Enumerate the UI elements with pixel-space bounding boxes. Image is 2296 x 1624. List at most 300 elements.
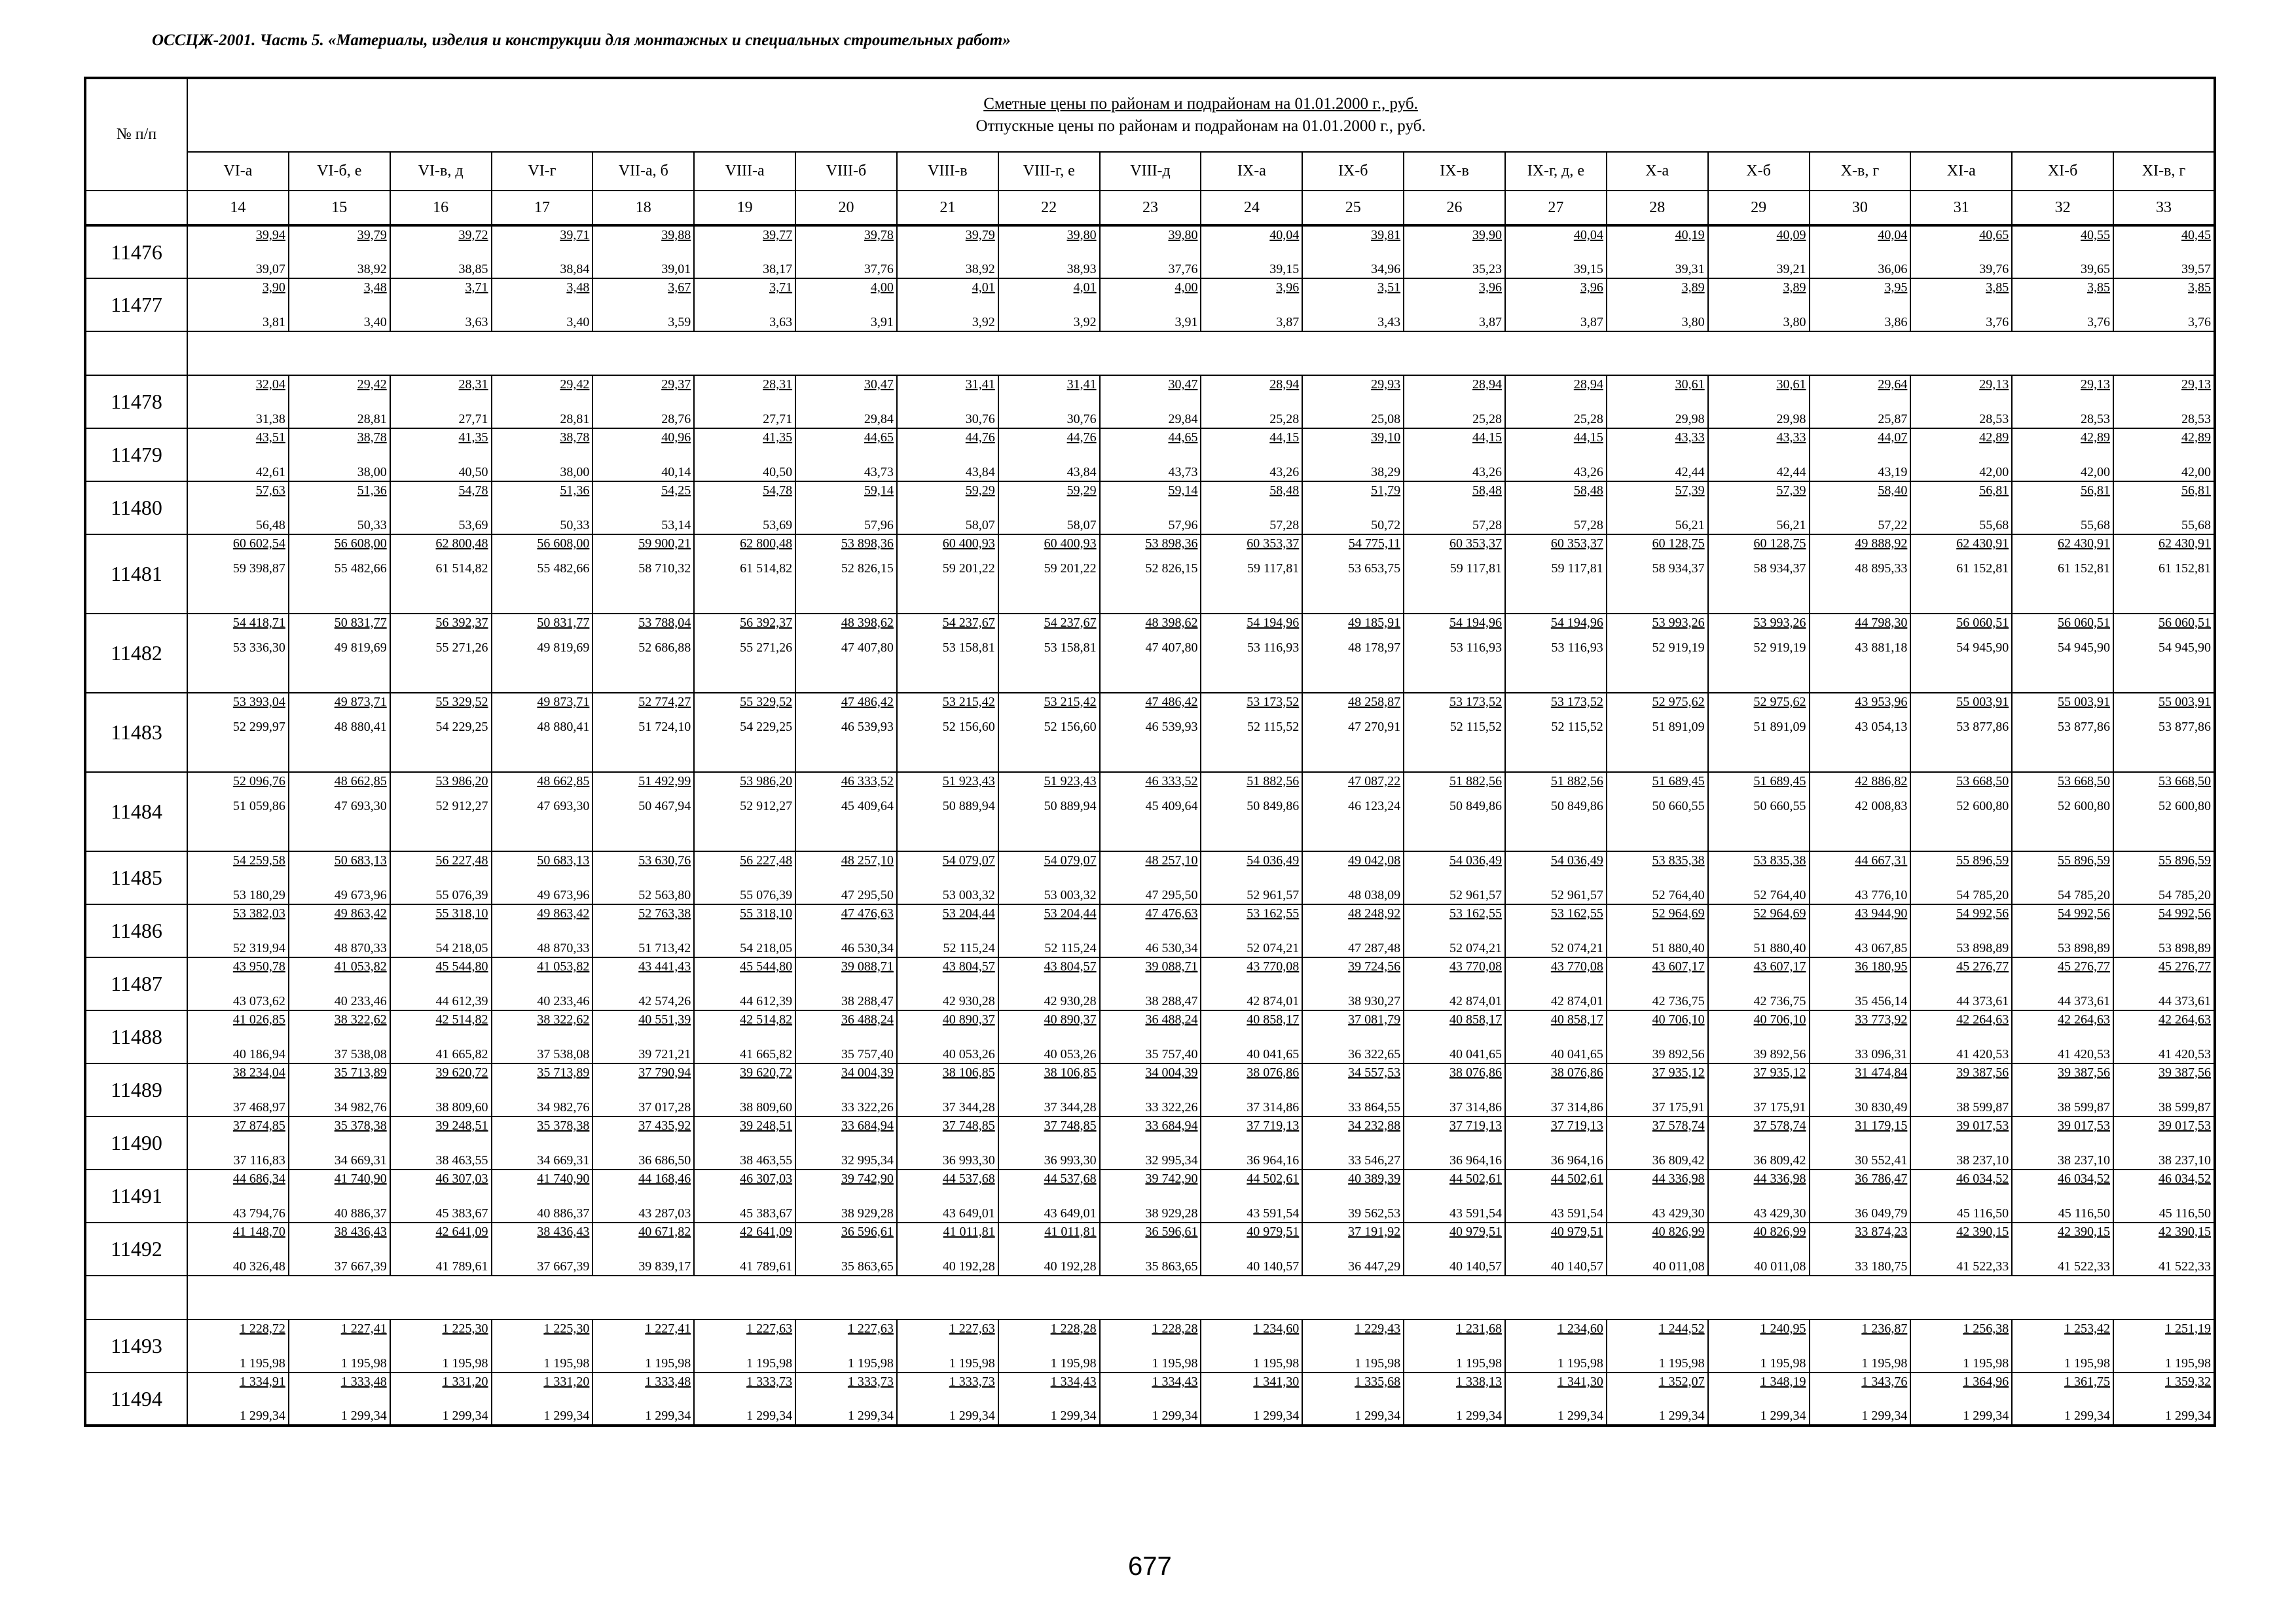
smetnaya-price: 54 194,96 xyxy=(1247,616,1300,630)
smetnaya-price: 44,15 xyxy=(1472,430,1502,445)
column-number: 32 xyxy=(2012,191,2113,225)
smetnaya-price: 40,04 xyxy=(1573,228,1603,242)
smetnaya-price: 43 770,08 xyxy=(1247,959,1300,974)
otpusknaya-price: 41 522,33 xyxy=(2159,1259,2212,1274)
table-row xyxy=(85,772,2215,851)
smetnaya-price: 38 106,85 xyxy=(1044,1065,1097,1080)
smetnaya-price: 57,39 xyxy=(1675,483,1705,498)
price-cell xyxy=(897,225,998,278)
smetnaya-price: 29,13 xyxy=(1979,377,2009,392)
price-cell xyxy=(1910,1320,2012,1373)
price-cell xyxy=(998,693,1100,772)
otpusknaya-price: 53 653,75 xyxy=(1348,561,1401,576)
otpusknaya-price: 52 319,94 xyxy=(232,941,285,955)
smetnaya-price: 54 992,56 xyxy=(2159,906,2212,921)
otpusknaya-price: 57,96 xyxy=(864,518,894,532)
otpusknaya-price: 28,76 xyxy=(661,412,691,426)
smetnaya-price: 3,85 xyxy=(2188,280,2212,295)
table-row xyxy=(85,1063,2215,1116)
smetnaya-price: 55 329,52 xyxy=(740,695,793,709)
smetnaya-price: 4,00 xyxy=(870,280,894,295)
otpusknaya-price: 53 116,93 xyxy=(1449,640,1502,655)
otpusknaya-price: 37 667,39 xyxy=(537,1259,590,1274)
smetnaya-price: 39 742,90 xyxy=(841,1172,894,1186)
smetnaya-price: 51 689,45 xyxy=(1753,774,1806,788)
smetnaya-price: 39,10 xyxy=(1371,430,1401,445)
price-cell xyxy=(289,375,390,428)
otpusknaya-price: 48 870,33 xyxy=(537,941,590,955)
price-cell xyxy=(289,534,390,614)
otpusknaya-price: 28,81 xyxy=(560,412,590,426)
otpusknaya-price: 1 299,34 xyxy=(2064,1409,2111,1423)
smetnaya-price: 1 333,48 xyxy=(340,1375,387,1389)
price-cell xyxy=(187,278,289,331)
otpusknaya-price: 51 713,42 xyxy=(638,941,691,955)
otpusknaya-price: 3,86 xyxy=(1884,315,1908,329)
price-cell xyxy=(1505,481,1607,534)
smetnaya-price: 1 334,43 xyxy=(1050,1375,1097,1389)
otpusknaya-price: 49 673,96 xyxy=(537,888,590,902)
otpusknaya-price: 42 874,01 xyxy=(1550,994,1603,1008)
price-cell xyxy=(1708,278,1810,331)
smetnaya-price: 37 719,13 xyxy=(1449,1118,1502,1133)
smetnaya-price: 39,88 xyxy=(661,228,691,242)
otpusknaya-price: 1 195,98 xyxy=(442,1356,488,1371)
smetnaya-price: 1 227,41 xyxy=(645,1321,691,1336)
smetnaya-price: 53 788,04 xyxy=(638,616,691,630)
price-cell xyxy=(2113,481,2215,534)
price-cell xyxy=(795,614,897,693)
otpusknaya-price: 30 552,41 xyxy=(1855,1153,1908,1168)
price-cell xyxy=(1302,1170,1404,1223)
smetnaya-price: 3,96 xyxy=(1276,280,1300,295)
price-cell xyxy=(1201,772,1302,851)
smetnaya-price: 39 017,53 xyxy=(2058,1118,2111,1133)
otpusknaya-price: 29,84 xyxy=(864,412,894,426)
otpusknaya-price: 34 982,76 xyxy=(537,1100,590,1115)
smetnaya-price: 28,94 xyxy=(1472,377,1502,392)
smetnaya-price: 45 544,80 xyxy=(740,959,793,974)
region-header: IX-б xyxy=(1302,152,1404,191)
price-cell xyxy=(998,278,1100,331)
otpusknaya-price: 1 195,98 xyxy=(1861,1356,1908,1371)
smetnaya-price: 39 387,56 xyxy=(2058,1065,2111,1080)
price-cell xyxy=(1201,225,1302,278)
price-cell xyxy=(390,1116,492,1170)
smetnaya-price: 55 329,52 xyxy=(435,695,488,709)
smetnaya-price: 51,36 xyxy=(560,483,590,498)
smetnaya-price: 44 667,31 xyxy=(1855,853,1908,868)
smetnaya-price: 56,81 xyxy=(2181,483,2212,498)
otpusknaya-price: 39,76 xyxy=(1979,262,2009,276)
smetnaya-price: 43 770,08 xyxy=(1550,959,1603,974)
price-cell xyxy=(1302,1223,1404,1276)
smetnaya-price: 1 334,43 xyxy=(1152,1375,1198,1389)
otpusknaya-price: 45 116,50 xyxy=(2159,1206,2212,1221)
price-cell xyxy=(998,851,1100,904)
otpusknaya-price: 41 420,53 xyxy=(2058,1047,2111,1061)
price-cell xyxy=(1201,1010,1302,1063)
smetnaya-price: 46 333,52 xyxy=(1145,774,1198,788)
otpusknaya-price: 42 736,75 xyxy=(1753,994,1806,1008)
smetnaya-price: 1 361,75 xyxy=(2064,1375,2111,1389)
otpusknaya-price: 40 140,57 xyxy=(1550,1259,1603,1274)
price-cell xyxy=(1302,534,1404,614)
price-cell xyxy=(2012,1116,2113,1170)
price-cell xyxy=(795,1320,897,1373)
price-cell xyxy=(2012,1373,2113,1426)
smetnaya-price: 38 322,62 xyxy=(334,1012,387,1027)
smetnaya-price: 1 227,63 xyxy=(746,1321,793,1336)
price-cell xyxy=(1100,375,1201,428)
price-cell xyxy=(1100,1320,1201,1373)
otpusknaya-price: 34,96 xyxy=(1371,262,1401,276)
otpusknaya-price: 52 961,57 xyxy=(1550,888,1603,902)
region-header: VI-б, е xyxy=(289,152,390,191)
smetnaya-price: 56 608,00 xyxy=(537,536,590,551)
otpusknaya-price: 37 175,91 xyxy=(1652,1100,1705,1115)
price-cell xyxy=(1302,693,1404,772)
column-number: 28 xyxy=(1607,191,1708,225)
smetnaya-price: 35 713,89 xyxy=(334,1065,387,1080)
price-cell xyxy=(1708,428,1810,481)
otpusknaya-price: 43 794,76 xyxy=(232,1206,285,1221)
otpusknaya-price: 52 074,21 xyxy=(1247,941,1300,955)
otpusknaya-price: 36 964,16 xyxy=(1449,1153,1502,1168)
otpusknaya-price: 52 299,97 xyxy=(232,720,285,734)
otpusknaya-price: 58,07 xyxy=(1066,518,1097,532)
otpusknaya-price: 50,33 xyxy=(357,518,387,532)
price-cell xyxy=(390,481,492,534)
price-cell xyxy=(2012,957,2113,1010)
otpusknaya-price: 3,80 xyxy=(1783,315,1806,329)
smetnaya-price: 4,00 xyxy=(1175,280,1198,295)
otpusknaya-price: 1 195,98 xyxy=(1455,1356,1502,1371)
otpusknaya-price: 44 373,61 xyxy=(2058,994,2111,1008)
otpusknaya-price: 3,76 xyxy=(2087,315,2111,329)
otpusknaya-price: 30,76 xyxy=(965,412,995,426)
otpusknaya-price: 37 017,28 xyxy=(638,1100,691,1115)
price-cell xyxy=(1100,1010,1201,1063)
otpusknaya-price: 38 809,60 xyxy=(435,1100,488,1115)
smetnaya-price: 37 935,12 xyxy=(1652,1065,1705,1080)
otpusknaya-price: 56,21 xyxy=(1675,518,1705,532)
otpusknaya-price: 40 041,65 xyxy=(1247,1047,1300,1061)
price-cell xyxy=(1505,772,1607,851)
otpusknaya-price: 1 195,98 xyxy=(1658,1356,1705,1371)
smetnaya-price: 40 979,51 xyxy=(1449,1225,1502,1239)
price-cell xyxy=(1910,481,2012,534)
price-cell xyxy=(1302,1116,1404,1170)
region-header: X-а xyxy=(1607,152,1708,191)
smetnaya-price: 43 441,43 xyxy=(638,959,691,974)
smetnaya-price: 44,65 xyxy=(1168,430,1198,445)
smetnaya-price: 40 551,39 xyxy=(638,1012,691,1027)
smetnaya-price: 54,78 xyxy=(458,483,488,498)
price-cell xyxy=(187,1010,289,1063)
table-caption xyxy=(187,78,2215,152)
price-cell xyxy=(390,614,492,693)
otpusknaya-price: 1 195,98 xyxy=(645,1356,691,1371)
otpusknaya-price: 39 562,53 xyxy=(1348,1206,1401,1221)
smetnaya-price: 48 257,10 xyxy=(841,853,894,868)
otpusknaya-price: 57,28 xyxy=(1472,518,1502,532)
smetnaya-price: 56 608,00 xyxy=(334,536,387,551)
price-cell xyxy=(1708,375,1810,428)
price-cell xyxy=(998,1373,1100,1426)
otpusknaya-price: 40 186,94 xyxy=(232,1047,285,1061)
blank-section-cell xyxy=(187,1276,2215,1320)
otpusknaya-price: 33 546,27 xyxy=(1348,1153,1401,1168)
smetnaya-price: 53 668,50 xyxy=(2058,774,2111,788)
otpusknaya-price: 37 314,86 xyxy=(1449,1100,1502,1115)
smetnaya-price: 51 923,43 xyxy=(942,774,995,788)
otpusknaya-price: 43 649,01 xyxy=(1044,1206,1097,1221)
price-cell xyxy=(1910,1170,2012,1223)
otpusknaya-price: 53 116,93 xyxy=(1551,640,1603,655)
column-number: 21 xyxy=(897,191,998,225)
price-cell xyxy=(2012,904,2113,957)
smetnaya-price: 39 017,53 xyxy=(2159,1118,2212,1133)
otpusknaya-price: 51 059,86 xyxy=(232,799,285,813)
price-cell xyxy=(1201,1116,1302,1170)
smetnaya-price: 52 763,38 xyxy=(638,906,691,921)
smetnaya-price: 29,13 xyxy=(2181,377,2212,392)
region-header: VIII-д xyxy=(1100,152,1201,191)
smetnaya-price: 28,31 xyxy=(763,377,793,392)
price-cell xyxy=(1810,1116,1911,1170)
price-cell xyxy=(1810,225,1911,278)
smetnaya-price: 38,78 xyxy=(357,430,387,445)
otpusknaya-price: 46 539,93 xyxy=(841,720,894,734)
otpusknaya-price: 35 863,65 xyxy=(841,1259,894,1274)
region-header: VI-г xyxy=(492,152,593,191)
price-cell xyxy=(592,957,694,1010)
price-cell xyxy=(795,904,897,957)
otpusknaya-price: 48 895,33 xyxy=(1855,561,1908,576)
smetnaya-price: 55 318,10 xyxy=(435,906,488,921)
otpusknaya-price: 3,63 xyxy=(465,315,488,329)
price-cell xyxy=(694,957,795,1010)
price-cell xyxy=(998,428,1100,481)
otpusknaya-price: 40 886,37 xyxy=(334,1206,387,1221)
otpusknaya-price: 35 757,40 xyxy=(1145,1047,1198,1061)
price-cell xyxy=(1100,772,1201,851)
otpusknaya-price: 1 195,98 xyxy=(1152,1356,1198,1371)
otpusknaya-price: 40 053,26 xyxy=(942,1047,995,1061)
otpusknaya-price: 55,68 xyxy=(2081,518,2111,532)
column-number: 31 xyxy=(1910,191,2012,225)
smetnaya-price: 54 775,11 xyxy=(1348,536,1401,551)
otpusknaya-price: 38 237,10 xyxy=(2058,1153,2111,1168)
smetnaya-price: 4,01 xyxy=(972,280,995,295)
otpusknaya-price: 53,14 xyxy=(661,518,691,532)
price-cell xyxy=(592,481,694,534)
price-cell xyxy=(1201,1063,1302,1116)
smetnaya-price: 38 234,04 xyxy=(232,1065,285,1080)
otpusknaya-price: 42,00 xyxy=(1979,465,2009,479)
smetnaya-price: 29,64 xyxy=(1878,377,1908,392)
smetnaya-price: 47 486,42 xyxy=(841,695,894,709)
price-cell xyxy=(492,1320,593,1373)
price-cell xyxy=(1607,1373,1708,1426)
smetnaya-price: 42,89 xyxy=(2181,430,2212,445)
otpusknaya-price: 1 299,34 xyxy=(239,1409,285,1423)
smetnaya-price: 3,71 xyxy=(769,280,793,295)
otpusknaya-price: 43 649,01 xyxy=(942,1206,995,1221)
price-cell xyxy=(1100,1116,1201,1170)
smetnaya-price: 1 227,63 xyxy=(949,1321,995,1336)
otpusknaya-price: 29,98 xyxy=(1776,412,1806,426)
smetnaya-price: 54 194,96 xyxy=(1550,616,1603,630)
price-cell xyxy=(492,772,593,851)
price-cell xyxy=(1810,428,1911,481)
otpusknaya-price: 51 724,10 xyxy=(638,720,691,734)
price-cell xyxy=(1607,278,1708,331)
smetnaya-price: 1 236,87 xyxy=(1861,1321,1908,1336)
smetnaya-price: 38 436,43 xyxy=(537,1225,590,1239)
otpusknaya-price: 54 785,20 xyxy=(1956,888,2009,902)
smetnaya-price: 52 975,62 xyxy=(1652,695,1705,709)
smetnaya-price: 53 393,04 xyxy=(232,695,285,709)
otpusknaya-price: 38,93 xyxy=(1066,262,1097,276)
otpusknaya-price: 43 067,85 xyxy=(1855,941,1908,955)
otpusknaya-price: 59 117,81 xyxy=(1551,561,1603,576)
smetnaya-price: 3,85 xyxy=(2087,280,2111,295)
otpusknaya-price: 57,28 xyxy=(1573,518,1603,532)
price-cell xyxy=(694,693,795,772)
smetnaya-price: 52 975,62 xyxy=(1753,695,1806,709)
smetnaya-price: 39 620,72 xyxy=(435,1065,488,1080)
smetnaya-price: 1 228,28 xyxy=(1050,1321,1097,1336)
price-cell xyxy=(897,1010,998,1063)
price-cell xyxy=(694,481,795,534)
column-number: 20 xyxy=(795,191,897,225)
otpusknaya-price: 1 195,98 xyxy=(543,1356,590,1371)
smetnaya-price: 56 392,37 xyxy=(740,616,793,630)
otpusknaya-price: 42 574,26 xyxy=(638,994,691,1008)
otpusknaya-price: 38,85 xyxy=(458,262,488,276)
smetnaya-price: 43,33 xyxy=(1776,430,1806,445)
price-cell xyxy=(492,1170,593,1223)
item-number xyxy=(85,331,187,375)
otpusknaya-price: 43 429,30 xyxy=(1753,1206,1806,1221)
otpusknaya-price: 3,87 xyxy=(1276,315,1300,329)
smetnaya-price: 43,51 xyxy=(255,430,285,445)
item-number: 11481 xyxy=(85,534,187,614)
price-cell xyxy=(1404,1223,1505,1276)
price-cell xyxy=(187,1063,289,1116)
otpusknaya-price: 55 482,66 xyxy=(537,561,590,576)
smetnaya-price: 40 979,51 xyxy=(1247,1225,1300,1239)
price-cell xyxy=(694,614,795,693)
smetnaya-price: 36 180,95 xyxy=(1855,959,1908,974)
otpusknaya-price: 45 383,67 xyxy=(435,1206,488,1221)
otpusknaya-price: 48 880,41 xyxy=(537,720,590,734)
smetnaya-price: 56 060,51 xyxy=(2159,616,2212,630)
price-cell xyxy=(795,772,897,851)
otpusknaya-price: 25,87 xyxy=(1878,412,1908,426)
price-cell xyxy=(2113,1223,2215,1276)
otpusknaya-price: 38,00 xyxy=(560,465,590,479)
otpusknaya-price: 52 961,57 xyxy=(1247,888,1300,902)
otpusknaya-price: 41 665,82 xyxy=(435,1047,488,1061)
smetnaya-price: 41 053,82 xyxy=(334,959,387,974)
price-cell xyxy=(1607,904,1708,957)
otpusknaya-price: 50 660,55 xyxy=(1652,799,1705,813)
price-cell xyxy=(897,1063,998,1116)
smetnaya-price: 48 258,87 xyxy=(1348,695,1401,709)
price-cell xyxy=(1404,1010,1505,1063)
otpusknaya-price: 52 156,60 xyxy=(942,720,995,734)
price-cell xyxy=(2113,693,2215,772)
otpusknaya-price: 3,92 xyxy=(972,315,995,329)
otpusknaya-price: 1 195,98 xyxy=(239,1356,285,1371)
price-cell xyxy=(1910,851,2012,904)
price-cell xyxy=(1201,1170,1302,1223)
otpusknaya-price: 54 945,90 xyxy=(2159,640,2212,655)
price-cell xyxy=(795,534,897,614)
otpusknaya-price: 44 373,61 xyxy=(2159,994,2212,1008)
smetnaya-price: 40 858,17 xyxy=(1550,1012,1603,1027)
smetnaya-price: 40,19 xyxy=(1675,228,1705,242)
price-cell xyxy=(1607,1320,1708,1373)
smetnaya-price: 1 227,63 xyxy=(847,1321,894,1336)
smetnaya-price: 41,35 xyxy=(458,430,488,445)
price-cell xyxy=(1404,225,1505,278)
otpusknaya-price: 42 874,01 xyxy=(1449,994,1502,1008)
price-cell xyxy=(2012,851,2113,904)
smetnaya-price: 53 173,52 xyxy=(1449,695,1502,709)
smetnaya-price: 47 476,63 xyxy=(1145,906,1198,921)
smetnaya-price: 60 353,37 xyxy=(1550,536,1603,551)
price-cell xyxy=(289,1063,390,1116)
otpusknaya-price: 40 041,65 xyxy=(1449,1047,1502,1061)
smetnaya-price: 56 392,37 xyxy=(435,616,488,630)
smetnaya-price: 44,15 xyxy=(1573,430,1603,445)
smetnaya-price: 49 873,71 xyxy=(334,695,387,709)
price-cell xyxy=(1201,1223,1302,1276)
otpusknaya-price: 43,26 xyxy=(1573,465,1603,479)
price-cell xyxy=(187,534,289,614)
smetnaya-price: 46 307,03 xyxy=(740,1172,793,1186)
otpusknaya-price: 40,50 xyxy=(458,465,488,479)
smetnaya-price: 1 251,19 xyxy=(2165,1321,2212,1336)
otpusknaya-price: 38,84 xyxy=(560,262,590,276)
otpusknaya-price: 36 964,16 xyxy=(1247,1153,1300,1168)
smetnaya-price: 40,65 xyxy=(1979,228,2009,242)
otpusknaya-price: 1 299,34 xyxy=(1152,1409,1198,1423)
table-row xyxy=(85,481,2215,534)
otpusknaya-price: 35,23 xyxy=(1472,262,1502,276)
otpusknaya-price: 39,21 xyxy=(1776,262,1806,276)
otpusknaya-price: 1 299,34 xyxy=(1050,1409,1097,1423)
otpusknaya-price: 38 237,10 xyxy=(1956,1153,2009,1168)
price-cell xyxy=(1404,534,1505,614)
price-cell xyxy=(1708,1320,1810,1373)
smetnaya-price: 43 770,08 xyxy=(1449,959,1502,974)
item-number: 11480 xyxy=(85,481,187,534)
price-cell xyxy=(187,1373,289,1426)
otpusknaya-price: 37,76 xyxy=(864,262,894,276)
otpusknaya-price: 1 195,98 xyxy=(746,1356,793,1371)
item-number: 11486 xyxy=(85,904,187,957)
smetnaya-price: 49 873,71 xyxy=(537,695,590,709)
price-cell xyxy=(492,534,593,614)
smetnaya-price: 29,93 xyxy=(1371,377,1401,392)
price-cell xyxy=(289,1373,390,1426)
price-cell xyxy=(694,1373,795,1426)
